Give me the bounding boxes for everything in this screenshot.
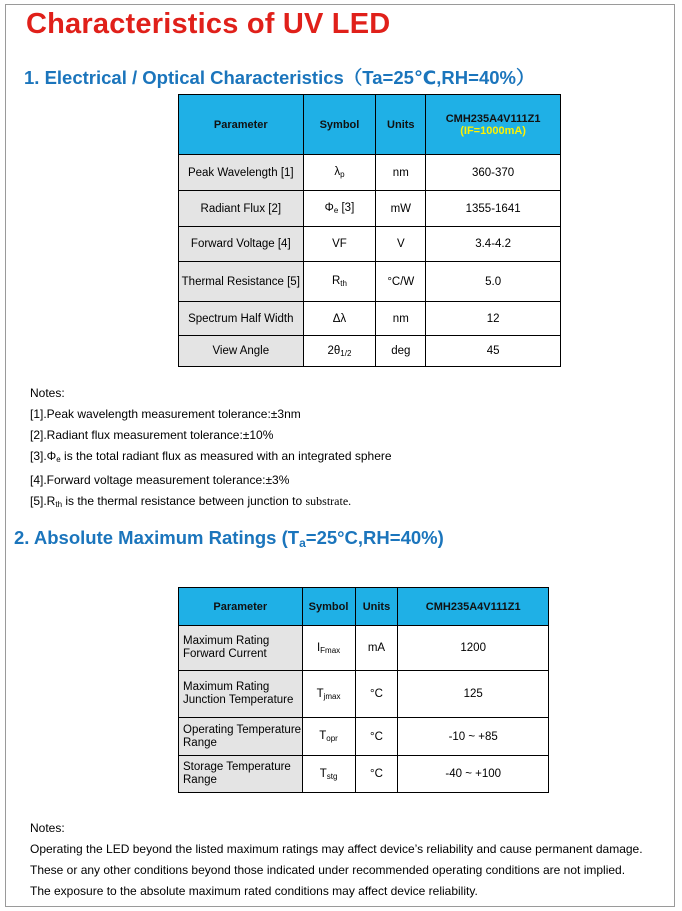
cell-parameter: Storage Temperature Range [179,756,303,793]
header-parameter: Parameter [179,588,303,626]
section-2-notes [30,818,643,902]
cell-value: 125 [398,671,549,718]
cell-parameter: Operating Temperature Range [179,718,303,756]
cell-parameter: Spectrum Half Width [179,302,304,336]
cell-parameter: Forward Voltage [4] [179,227,304,262]
note-item: Operating the LED beyond the listed maximum ratings may affect device’s reliability and cause permanent damage. [30,842,643,856]
table-header-row [179,95,561,155]
cell-symbol: $2\theta_{1/2}$ [303,336,376,367]
header-parameter: Parameter [179,95,304,155]
cell-units: °C [355,718,398,756]
table-row [179,155,561,191]
cell-parameter: View Angle [179,336,304,367]
cell-value: -40 ~ +100 [398,756,549,793]
cell-symbol: $T_{jmax}$ [302,671,355,718]
cell-value: 3.4-4.2 [426,227,561,262]
cell-symbol: $I_{Fmax}$ [302,626,355,671]
cell-symbol: $\Phi_e$ [3] [303,191,376,227]
model-name: CMH235A4V111Z1 [445,112,541,125]
note-item: [2].Radiant flux measurement tolerance:±10% [30,428,274,442]
cell-parameter: Radiant Flux [2] [179,191,304,227]
cell-value: 360-370 [426,155,561,191]
cell-symbol: Δλ [303,302,376,336]
cell-value: 45 [426,336,561,367]
cell-value: 12 [426,302,561,336]
table-row [179,336,561,367]
header-units: Units [355,588,398,626]
cell-symbol: $T_{stg}$ [302,756,355,793]
table-row [179,262,561,302]
cell-value: 1200 [398,626,549,671]
note-item: [4].Forward voltage measurement tolerance:±3% [30,473,290,487]
absolute-max-ratings-table [178,587,549,793]
note-item: $[3].\Phi_e$ is the total radiant flux as measured with an integrated sphere [30,449,392,464]
table-row [179,302,561,336]
table-row [179,191,561,227]
header-model [426,95,561,155]
cell-units: nm [376,155,426,191]
page-title: Characteristics of UV LED [26,8,391,40]
cell-parameter: Peak Wavelength [1] [179,155,304,191]
test-condition: (IF=1000mA) [460,124,526,137]
cell-units: nm [376,302,426,336]
table-row [179,626,549,671]
cell-units: deg [376,336,426,367]
table-row [179,756,549,793]
header-symbol: Symbol [303,95,376,155]
header-symbol: Symbol [302,588,355,626]
notes-heading: Notes: [30,386,65,400]
cell-units: mA [355,626,398,671]
section-1-notes [30,383,392,515]
table-row [179,227,561,262]
note-item: [1].Peak wavelength measurement tolerance:±3nm [30,407,301,421]
cell-symbol: $\lambda_p$ [303,155,376,191]
cell-parameter: Maximum Rating Forward Current [179,626,303,671]
note-item: $[5].R_{th}$ is the thermal resistance between junction to substrate. [30,494,352,509]
cell-parameter: Thermal Resistance [5] [179,262,304,302]
notes-heading: Notes: [30,821,65,835]
cell-value: 5.0 [426,262,561,302]
cell-units: °C [355,756,398,793]
cell-symbol: $R_{th}$ [303,262,376,302]
cell-units: °C [355,671,398,718]
note-item: These or any other conditions beyond those indicated under recommended operating conditions are not implied. [30,863,626,877]
cell-units: V [376,227,426,262]
electrical-optical-table [178,94,561,367]
header-model: CMH235A4V111Z1 [398,588,549,626]
cell-value: 1355-1641 [426,191,561,227]
cell-parameter: Maximum Rating Junction Temperature [179,671,303,718]
note-item: The exposure to the absolute maximum rated conditions may affect device reliability. [30,884,478,898]
table-row [179,718,549,756]
table-row [179,671,549,718]
cell-symbol: $T_{opr}$ [302,718,355,756]
cell-units: mW [376,191,426,227]
cell-units: °C/W [376,262,426,302]
cell-value: -10 ~ +85 [398,718,549,756]
table-header-row [179,588,549,626]
section-1-heading: 1. Electrical / Optical Characteristics（Ta=25℃,RH=40%） [24,67,535,88]
header-units: Units [376,95,426,155]
cell-symbol: VF [303,227,376,262]
section-2-heading: 2. Absolute Maximum Ratings $(T_a=25^\circ C,RH=40\%)$ [14,527,444,550]
